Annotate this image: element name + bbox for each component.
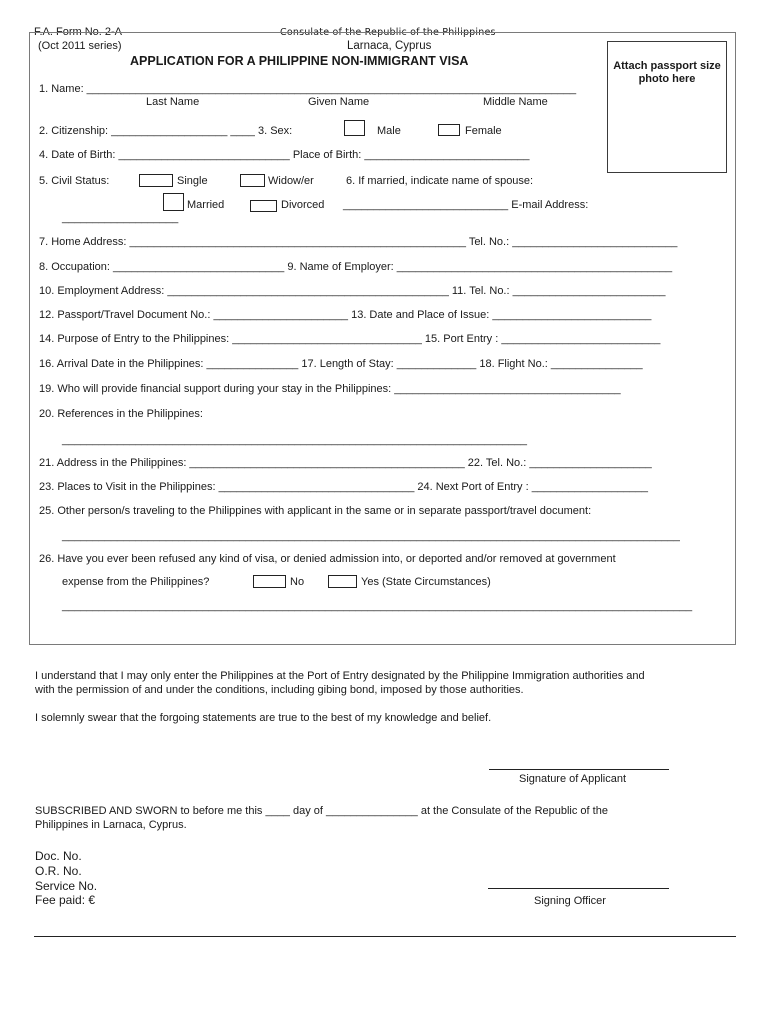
sex-female-checkbox[interactable] (438, 124, 460, 136)
civil-single-label: Single (177, 175, 208, 187)
refused-no-label: No (290, 576, 305, 588)
middle-name-label: Middle Name (483, 96, 548, 108)
other-persons-line[interactable]: _____________________________________________________________________________________________________ (62, 530, 680, 542)
employment-address-field[interactable]: 10. Employment Address: ______________________________________________ 11. Tel. No.: _________________________ (39, 285, 666, 297)
civil-widow-checkbox[interactable] (240, 174, 265, 187)
refused-circumstances-line[interactable]: _______________________________________________________________________________________________________ (62, 600, 693, 612)
declaration-text-line2: with the permission of and under the conditions, including gibing bond, imposed by those authorities. (35, 684, 524, 696)
photo-box-label: Attach passport size photo here (613, 60, 721, 85)
given-name-label: Given Name (308, 96, 370, 108)
consulate-name: Consulate of the Republic of the Philippines (280, 27, 496, 38)
photo-box[interactable] (607, 41, 727, 173)
civil-married-checkbox[interactable] (163, 193, 184, 211)
financial-support-field[interactable]: 19. Who will provide financial support during your stay in the Philippines: _____________________________________ (39, 383, 621, 395)
spouse-email-field[interactable]: ___________________________ E-mail Address: (343, 199, 589, 211)
doc-no-label: Doc. No. (35, 849, 82, 863)
form-series: (Oct 2011 series) (38, 40, 122, 52)
refused-question: 26. Have you ever been refused any kind of visa, or denied admission into, or deported and/or removed at government (39, 553, 616, 565)
civil-divorced-checkbox[interactable] (250, 200, 277, 212)
civil-divorced-label: Divorced (281, 199, 325, 211)
arrival-date-field[interactable]: 16. Arrival Date in the Philippines: _______________ 17. Length of Stay: _____________ 18. Flight No.: _______________ (39, 358, 643, 370)
refused-question-cont: expense from the Philippines? (62, 576, 210, 588)
service-no-label: Service No. (35, 879, 98, 893)
refused-yes-checkbox[interactable] (328, 575, 357, 588)
civil-status-label: 5. Civil Status: (39, 175, 110, 187)
civil-married-label: Married (187, 199, 225, 211)
applicant-signature-line[interactable] (489, 769, 669, 770)
oath-text: I solemnly swear that the forgoing statements are true to the best of my knowledge and belief. (35, 712, 492, 724)
sworn-text-line2: Philippines in Larnaca, Cyprus. (35, 819, 187, 831)
signing-officer-label: Signing Officer (534, 895, 606, 907)
places-visit-field[interactable]: 23. Places to Visit in the Philippines: ________________________________ 24. Next Port of Entry : ___________________ (39, 481, 648, 493)
applicant-signature-label: Signature of Applicant (519, 773, 627, 785)
other-persons-label: 25. Other person/s traveling to the Philippines with applicant in the same or in separate passport/travel document: (39, 505, 592, 517)
refused-no-checkbox[interactable] (253, 575, 286, 588)
spouse-label: 6. If married, indicate name of spouse: (346, 175, 534, 187)
purpose-entry-field[interactable]: 14. Purpose of Entry to the Philippines: _______________________________ 15. Port Entry : __________________________ (39, 333, 661, 345)
sex-male-label: Male (377, 125, 401, 137)
bottom-rule (34, 936, 736, 937)
civil-single-checkbox[interactable] (139, 174, 173, 187)
fee-paid-label: Fee paid: € (35, 893, 96, 907)
form-number: F.A. Form No. 2-A (34, 26, 123, 38)
or-no-label: O.R. No. (35, 864, 82, 878)
refused-yes-label: Yes (State Circumstances) (361, 576, 491, 588)
passport-number-field[interactable]: 12. Passport/Travel Document No.: ______________________ 13. Date and Place of Issue: __________________________ (39, 309, 652, 321)
references-line[interactable]: ____________________________________________________________________________ (62, 434, 527, 446)
form-title: APPLICATION FOR A PHILIPPINE NON-IMMIGRANT VISA (130, 54, 469, 68)
references-label: 20. References in the Philippines: (39, 408, 203, 420)
declaration-text-line1: I understand that I may only enter the Philippines at the Port of Entry designated by the Philippine Immigration authorities and (35, 670, 645, 682)
sex-male-checkbox[interactable] (344, 120, 365, 136)
name-field[interactable]: 1. Name: ________________________________________________________________________________ (39, 83, 577, 95)
last-name-label: Last Name (146, 96, 200, 108)
consulate-location: Larnaca, Cyprus (347, 40, 432, 52)
sex-female-label: Female (465, 125, 502, 137)
officer-signature-line[interactable] (488, 888, 669, 889)
date-of-birth-field[interactable]: 4. Date of Birth: ____________________________ Place of Birth: ___________________________ (39, 149, 530, 161)
email-line[interactable]: ___________________ (62, 212, 179, 224)
citizenship-field[interactable]: 2. Citizenship: ___________________ ____ 3. Sex: (39, 125, 293, 137)
occupation-field[interactable]: 8. Occupation: ____________________________ 9. Name of Employer: _____________________________________________ (39, 261, 673, 273)
address-ph-field[interactable]: 21. Address in the Philippines: _____________________________________________ 22. Tel. No.: ____________________ (39, 457, 652, 469)
home-address-field[interactable]: 7. Home Address: _______________________________________________________ Tel. No.: ___________________________ (39, 236, 678, 248)
civil-widow-label: Widow/er (268, 175, 314, 187)
sworn-text-line1: SUBSCRIBED AND SWORN to before me this ____ day of _______________ at the Consulate of the Republic of the (35, 805, 608, 817)
